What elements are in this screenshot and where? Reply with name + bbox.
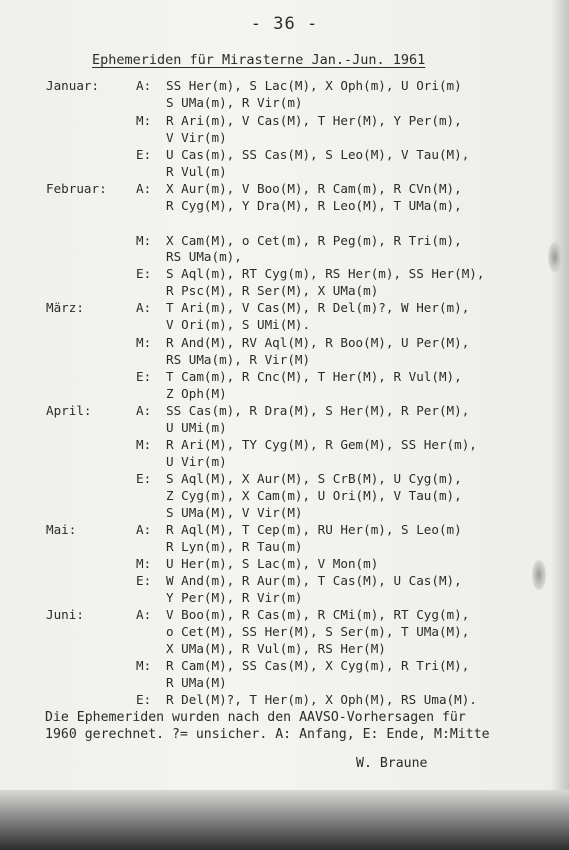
star-list-line: R Ari(m), V Cas(M), T Her(M), Y Per(m), xyxy=(166,113,462,128)
star-list-line: V Boo(m), R Cas(m), R CMi(m), RT Cyg(m), xyxy=(166,607,470,622)
phase-label: M: xyxy=(136,556,152,571)
star-list-line: RS UMa(m), R Vir(M) xyxy=(166,352,311,367)
page-edge-shadow xyxy=(551,0,569,815)
star-list-line: R Del(M)?, T Her(m), X Oph(M), RS Uma(M). xyxy=(166,692,477,707)
star-list-line: R And(M), RV Aql(M), R Boo(M), U Per(M), xyxy=(166,335,470,350)
star-list-line: R Psc(M), R Ser(M), X UMa(m) xyxy=(166,283,379,298)
month-label-mai: Mai: xyxy=(46,522,77,537)
star-list-line: S UMa(m), R Vir(m) xyxy=(166,95,303,110)
month-label-maerz: März: xyxy=(46,300,84,315)
star-list-line: W And(m), R Aur(m), T Cas(M), U Cas(M), xyxy=(166,573,462,588)
month-label-juni: Juni: xyxy=(46,607,84,622)
binding-hole-mark xyxy=(532,560,546,590)
star-list-line: V Ori(m), S UMi(M). xyxy=(166,317,311,332)
star-list-line: R Ari(M), TY Cyg(M), R Gem(M), SS Her(m), xyxy=(166,437,477,452)
star-list-line: U Cas(m), SS Cas(M), S Leo(M), V Tau(M), xyxy=(166,147,470,162)
phase-label: M: xyxy=(136,335,152,350)
month-label-februar: Februar: xyxy=(46,181,107,196)
star-list-line: S Aql(M), X Aur(M), S CrB(M), U Cyg(m), xyxy=(166,471,462,486)
scan-bottom-shadow xyxy=(0,790,569,850)
star-list-line: SS Her(m), S Lac(M), X Oph(m), U Ori(m) xyxy=(166,78,462,93)
star-list-line: X Aur(m), V Boo(M), R Cam(m), R CVn(M), xyxy=(166,181,462,196)
star-list-line: U Vir(m) xyxy=(166,454,227,469)
star-list-line: V Vir(m) xyxy=(166,130,227,145)
star-list-line: Y Per(M), R Vir(m) xyxy=(166,590,303,605)
phase-label: A: xyxy=(136,78,152,93)
star-list-line: RS UMa(m), xyxy=(166,249,242,264)
star-list-line: S Aql(m), RT Cyg(m), RS Her(m), SS Her(M), xyxy=(166,266,485,281)
star-list-line: R Cyg(M), Y Dra(M), R Leo(M), T UMa(m), xyxy=(166,198,462,213)
phase-label: M: xyxy=(136,113,152,128)
star-list-line: X Cam(M), o Cet(m), R Peg(m), R Tri(m), xyxy=(166,233,462,248)
footnote-line: Die Ephemeriden wurden nach den AAVSO-Vorhersagen für xyxy=(45,710,466,725)
phase-label: M: xyxy=(136,233,152,248)
star-list-line: Z Oph(M) xyxy=(166,386,227,401)
star-list-line: X UMa(M), R Vul(m), RS Her(M) xyxy=(166,641,386,656)
star-list-line: R Cam(M), SS Cas(M), X Cyg(m), R Tri(M), xyxy=(166,658,470,673)
star-list-line: o Cet(M), SS Her(M), S Ser(m), T UMa(M), xyxy=(166,624,470,639)
phase-label: E: xyxy=(136,692,152,707)
phase-label: A: xyxy=(136,181,152,196)
phase-label: E: xyxy=(136,369,152,384)
star-list-line: Z Cyg(m), X Cam(m), U Ori(M), V Tau(m), xyxy=(166,488,462,503)
star-list-line: R UMa(M) xyxy=(166,675,227,690)
month-label-januar: Januar: xyxy=(46,78,100,93)
star-list-line: R Vul(m) xyxy=(166,164,227,179)
page-title: Ephemeriden für Mirasterne Jan.-Jun. 1961 xyxy=(92,52,426,68)
phase-label: E: xyxy=(136,573,152,588)
phase-label: E: xyxy=(136,147,152,162)
phase-label: M: xyxy=(136,658,152,673)
phase-label: A: xyxy=(136,300,152,315)
month-label-april: April: xyxy=(46,403,92,418)
star-list-line: T Ari(m), V Cas(M), R Del(m)?, W Her(m), xyxy=(166,300,470,315)
author-signature: W. Braune xyxy=(356,756,428,771)
star-list-line: U UMi(m) xyxy=(166,420,227,435)
star-list-line: S UMa(M), V Vir(M) xyxy=(166,505,303,520)
phase-label: A: xyxy=(136,607,152,622)
page-number: - 36 - xyxy=(250,14,319,34)
star-list-line: SS Cas(m), R Dra(M), S Her(M), R Per(M), xyxy=(166,403,470,418)
phase-label: E: xyxy=(136,471,152,486)
phase-label: E: xyxy=(136,266,152,281)
binding-hole-mark xyxy=(548,242,562,272)
phase-label: M: xyxy=(136,437,152,452)
star-list-line: R Aql(M), T Cep(m), RU Her(m), S Leo(m) xyxy=(166,522,462,537)
phase-label: A: xyxy=(136,522,152,537)
footnote-line: 1960 gerechnet. ?= unsicher. A: Anfang, E: Ende, M:Mitte xyxy=(45,727,490,742)
phase-label: A: xyxy=(136,403,152,418)
star-list-line: U Her(m), S Lac(m), V Mon(m) xyxy=(166,556,379,571)
star-list-line: R Lyn(m), R Tau(m) xyxy=(166,539,303,554)
star-list-line: T Cam(m), R Cnc(M), T Her(M), R Vul(M), xyxy=(166,369,462,384)
